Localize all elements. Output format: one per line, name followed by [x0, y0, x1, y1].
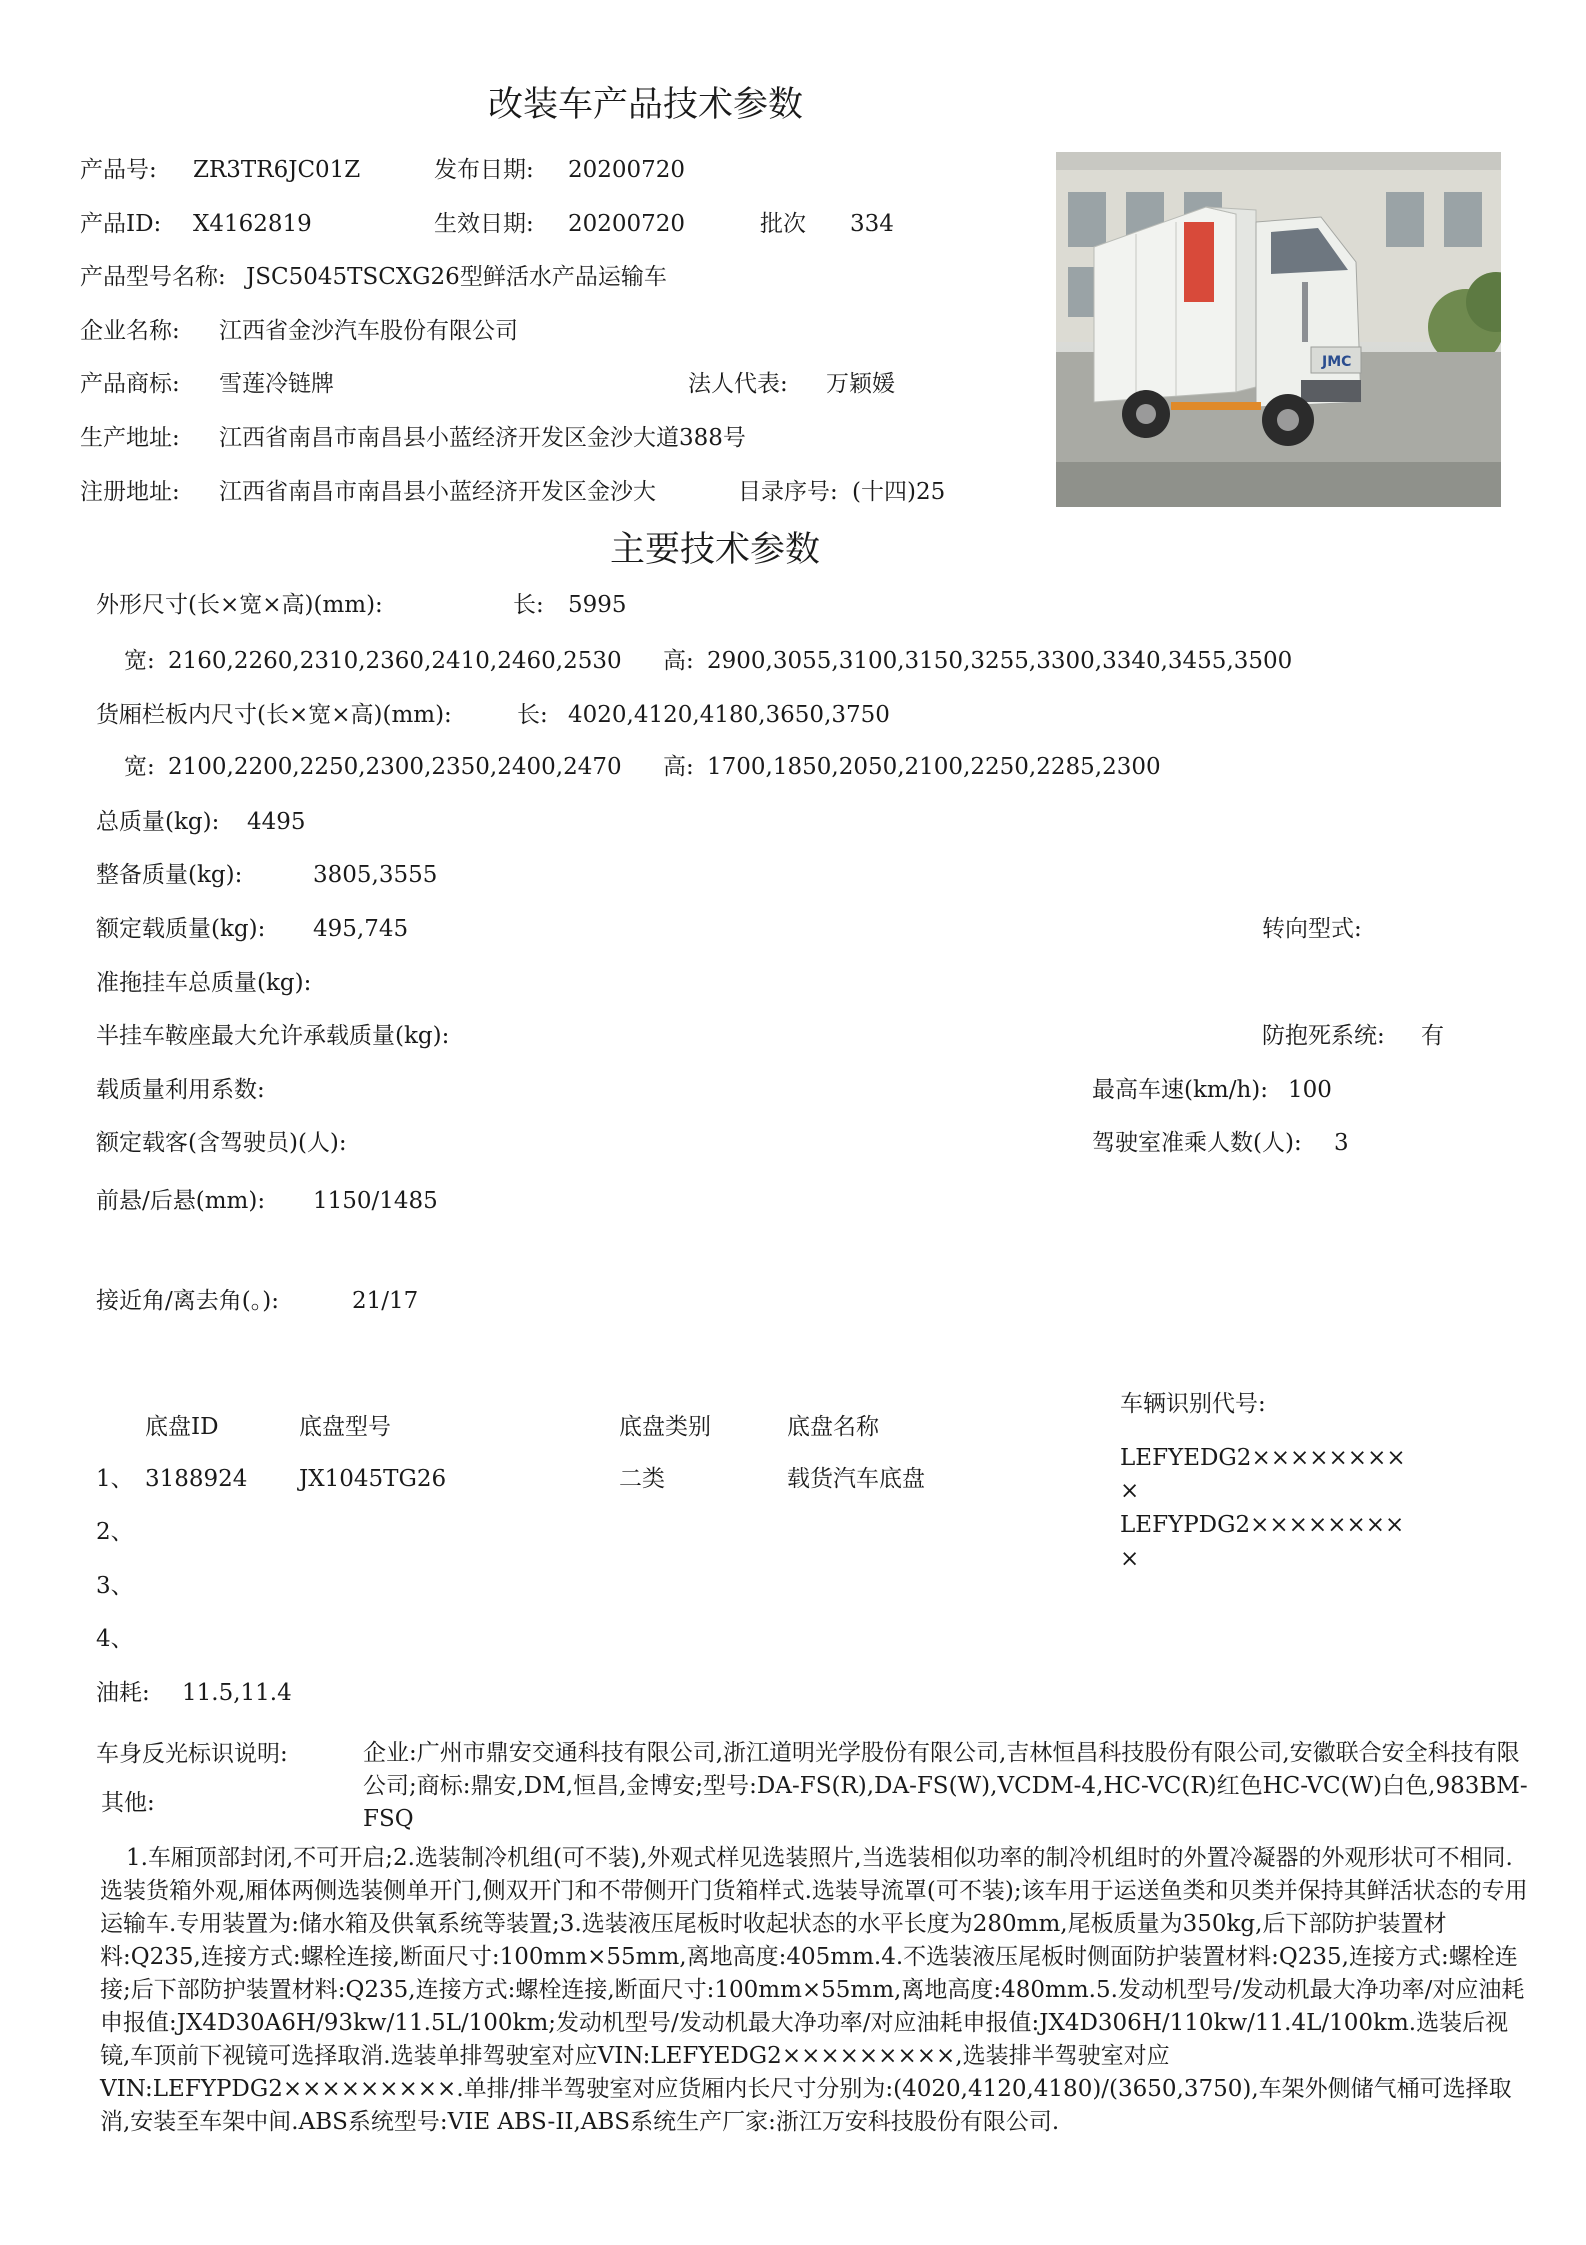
- rated-load-label: 额定载质量(kg):: [96, 916, 266, 942]
- outer-dims-label: 外形尺寸(长×宽×高)(mm):: [96, 592, 383, 618]
- cargo-dims-label: 货厢栏板内尺寸(长×宽×高)(mm):: [96, 702, 452, 728]
- cargo-width: 2100,2200,2250,2300,2350,2400,2470: [168, 754, 622, 780]
- production-address-label: 生产地址:: [80, 425, 180, 451]
- vin-line-1: LEFYEDG2××××××××: [1120, 1445, 1406, 1471]
- chassis-header-model: 底盘型号: [299, 1414, 391, 1440]
- registered-address-label: 注册地址:: [80, 479, 180, 505]
- release-date: 20200720: [568, 157, 686, 183]
- legal-rep-label: 法人代表:: [688, 371, 788, 397]
- rated-passengers-label: 额定载客(含驾驶员)(人):: [96, 1130, 347, 1156]
- outer-length-label: 长:: [513, 592, 544, 618]
- vin-line-2: ×: [1120, 1478, 1140, 1504]
- page-title: 改装车产品技术参数: [488, 85, 804, 125]
- outer-height: 2900,3055,3100,3150,3255,3300,3340,3455,3500: [707, 648, 1293, 674]
- effective-date-label: 生效日期:: [434, 211, 534, 237]
- other-label: 其他:: [101, 1790, 155, 1816]
- cargo-width-label: 宽:: [124, 754, 155, 780]
- chassis-row-index: 2、: [96, 1519, 134, 1545]
- reflective-label: 车身反光标识说明:: [96, 1741, 288, 1767]
- registered-address: 江西省南昌市南昌县小蓝经济开发区金沙大: [219, 479, 656, 505]
- model-name-label: 产品型号名称:: [80, 264, 226, 290]
- model-name: JSC5045TSCXG26型鲜活水产品运输车: [246, 264, 667, 290]
- batch: 334: [850, 211, 894, 237]
- fuel-label: 油耗:: [96, 1680, 150, 1706]
- catalog-no-label: 目录序号:: [738, 479, 838, 505]
- trailer-mass-label: 准拖挂车总质量(kg):: [96, 970, 312, 996]
- angles-label: 接近角/离去角(。):: [96, 1288, 279, 1314]
- release-date-label: 发布日期:: [434, 157, 534, 183]
- chassis-row-index: 1、: [96, 1466, 134, 1492]
- product-id-label: 产品ID:: [80, 211, 162, 237]
- chassis-header-name: 底盘名称: [787, 1414, 879, 1440]
- product-no-label: 产品号:: [80, 157, 157, 183]
- company: 江西省金沙汽车股份有限公司: [219, 318, 518, 344]
- catalog-no: (十四)25: [852, 479, 946, 505]
- outer-height-label: 高:: [663, 648, 694, 674]
- chassis-row-id: 3188924: [145, 1466, 248, 1492]
- product-no: ZR3TR6JC01Z: [193, 157, 361, 183]
- utilization-label: 载质量利用系数:: [96, 1077, 265, 1103]
- total-mass-label: 总质量(kg):: [96, 809, 220, 835]
- rated-load: 495,745: [313, 916, 409, 942]
- abs-label: 防抱死系统:: [1262, 1023, 1385, 1049]
- steering-label: 转向型式:: [1262, 916, 1362, 942]
- chassis-row-index: 4、: [96, 1626, 134, 1652]
- chassis-header-category: 底盘类别: [619, 1414, 711, 1440]
- overhang: 1150/1485: [313, 1188, 438, 1214]
- vehicle-photo: [1056, 152, 1501, 507]
- chassis-row-name: 载货汽车底盘: [787, 1466, 925, 1492]
- company-label: 企业名称:: [80, 318, 180, 344]
- cab-logo: JMC: [1322, 354, 1352, 370]
- outer-width: 2160,2260,2310,2360,2410,2460,2530: [168, 648, 622, 674]
- cab-passengers-label: 驾驶室准乘人数(人):: [1092, 1130, 1302, 1156]
- chassis-row-model: JX1045TG26: [299, 1466, 447, 1492]
- total-mass: 4495: [247, 809, 306, 835]
- other-text: 1.车厢顶部封闭,不可开启;2.选装制冷机组(可不装),外观式样见选装照片,当选装相似功率的制冷机组时的外置冷凝器的外观形状可不相同.选装货箱外观,厢体两侧选装侧单开门,侧双开门和不带侧开门货箱样式.选装导流罩(可不装);该车用于运送鱼类和贝类并保持其鲜活状态的专用运输车.专用装置为:储水箱及供氧系统等装置;3.选装液压尾板时收起状态的水平长度为280mm,尾板质量为350kg,后下部防护装置材料:Q235,连接方式:螺栓连接,断面尺寸:100mm×55mm,离地高度:405mm.4.不选装液压尾板时侧面防护装置材料:Q235,连接方式:螺栓连接;后下部防护装置材料:Q235,连接方式:螺栓连接,断面尺寸:100mm×55mm,离地高度:480mm.5.发动机型号/发动机最大净功率/对应油耗申报值:JX4D30A6H/93kw/11.5L/100km;发动机型号/发动机最大净功率/对应油耗申报值:JX4D306H/110kw/11.4L/100km.选装后视镜,车顶前下视镜可选择取消.选装单排驾驶室对应VIN:LEFYEDG2×××××××××,选装排半驾驶室对应VIN:LEFYPDG2×××××××××.单排/排半驾驶室对应货厢内长尺寸分别为:(4020,4120,4180)/(3650,3750),车架外侧储气桶可选择取消,安装至车架中间.ABS系统型号:VIE ABS-II,ABS系统生产厂家:浙江万安科技股份有限公司.: [100, 1845, 1528, 2135]
- chassis-header-id: 底盘ID: [145, 1414, 219, 1440]
- batch-label: 批次: [760, 211, 806, 237]
- product-id: X4162819: [193, 211, 312, 237]
- chassis-row-category: 二类: [619, 1466, 665, 1492]
- production-address: 江西省南昌市南昌县小蓝经济开发区金沙大道388号: [219, 425, 746, 451]
- curb-mass: 3805,3555: [313, 862, 438, 888]
- cargo-length-label: 长:: [517, 702, 548, 728]
- cargo-height-label: 高:: [663, 754, 694, 780]
- cargo-length: 4020,4120,4180,3650,3750: [568, 702, 890, 728]
- fuel-value: 11.5,11.4: [182, 1680, 292, 1706]
- brand-label: 产品商标:: [80, 371, 180, 397]
- vin-line-4: ×: [1120, 1546, 1140, 1572]
- curb-mass-label: 整备质量(kg):: [96, 862, 243, 888]
- effective-date: 20200720: [568, 211, 686, 237]
- reflective-text: 企业:广州市鼎安交通科技有限公司,浙江道明光学股份有限公司,吉林恒昌科技股份有限公司,安徽联合安全科技有限公司;商标:鼎安,DM,恒昌,金博安;型号:DA-FS(R),DA-FS(W),VCDM-4,HC-VC(R)红色HC-VC(W)白色,983BM-FSQ: [363, 1740, 1528, 1832]
- angles: 21/17: [352, 1288, 419, 1314]
- vin-line-3: LEFYPDG2××××××××: [1120, 1512, 1405, 1538]
- outer-width-label: 宽:: [124, 648, 155, 674]
- cargo-height: 1700,1850,2050,2100,2250,2285,2300: [707, 754, 1161, 780]
- cab-passengers: 3: [1334, 1130, 1349, 1156]
- outer-length: 5995: [568, 592, 627, 618]
- legal-rep: 万颖媛: [826, 371, 895, 397]
- section-title: 主要技术参数: [610, 530, 821, 570]
- saddle-load-label: 半挂车鞍座最大允许承载质量(kg):: [96, 1023, 450, 1049]
- max-speed: 100: [1288, 1077, 1332, 1103]
- brand: 雪莲冷链牌: [219, 371, 334, 397]
- max-speed-label: 最高车速(km/h):: [1092, 1077, 1269, 1103]
- chassis-row-index: 3、: [96, 1573, 134, 1599]
- abs-value: 有: [1421, 1023, 1444, 1049]
- vin-label: 车辆识别代号:: [1120, 1391, 1266, 1417]
- overhang-label: 前悬/后悬(mm):: [96, 1188, 266, 1214]
- truck-image: [1056, 152, 1501, 507]
